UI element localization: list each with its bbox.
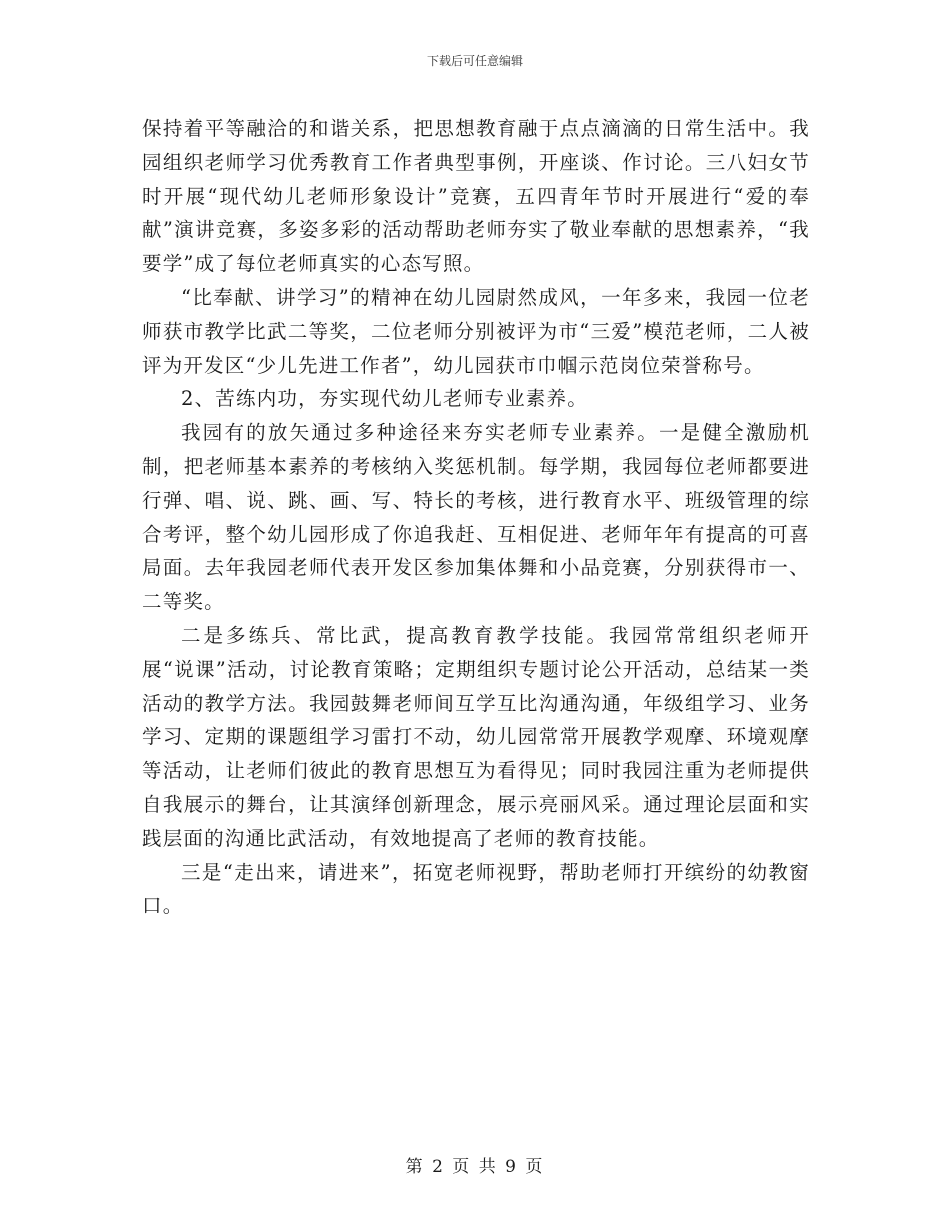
paragraph-1: 保持着平等融洽的和谐关系，把思想教育融于点点滴滴的日常生活中。我园组织老师学习优秀教育工作者典型事例，开座谈、作讨论。三八妇女节时开展“现代幼儿老师形象设计”竞赛，五四青年节时开展进行“爱的奉献”演讲竞赛，多姿多彩的活动帮助老师夯实了敬业奉献的思想素养，“我要学”成了每位老师真实的心态写照。 <box>142 117 810 276</box>
document-body <box>142 112 810 923</box>
page-number: 第 2 页 共 9 页 <box>405 1157 545 1177</box>
paragraph-5: 三是“走出来，请进来”，拓宽老师视野，帮助老师打开缤纷的幼教窗口。 <box>142 860 810 918</box>
paragraph-3: 我园有的放矢通过多种途径来夯实老师专业素养。一是健全激励机制，把老师基本素养的考核纳入奖惩机制。每学期，我园每位老师都要进行弹、唱、说、跳、画、写、特长的考核，进行教育水平、班级管理的综合考评，整个幼儿园形成了你追我赶、互相促进、老师年年有提高的可喜局面。去年我园老师代表开发区参加集体舞和小品竞赛，分别获得市一、二等奖。 <box>142 421 810 614</box>
header-note: 下载后可任意编辑 <box>426 54 523 68</box>
section-heading-2: 2、苦练内功，夯实现代幼儿老师专业素养。 <box>181 387 588 411</box>
paragraph-4: 二是多练兵、常比武，提高教育教学技能。我园常常组织老师开展“说课”活动，讨论教育策略；定期组织专题讨论公开活动，总结某一类活动的教学方法。我园鼓舞老师间互学互比沟通沟通，年级组学习、业务学习、定期的课题组学习雷打不动，幼儿园常常开展教学观摩、环境观摩等活动，让老师们彼此的教育思想互为看得见；同时我园注重为老师提供自我展示的舞台，让其演绎创新理念，展示亮丽风采。通过理论层面和实践层面的沟通比武活动，有效地提高了老师的教育技能。 <box>142 623 810 850</box>
paragraph-2: “比奉献、讲学习”的精神在幼儿园尉然成风，一年多来，我园一位老师获市教学比武二等奖，二位老师分别被评为市“三爱”模范老师，二人被评为开发区“少儿先进工作者”，幼儿园获市巾帼示范岗位荣誉称号。 <box>142 285 810 377</box>
